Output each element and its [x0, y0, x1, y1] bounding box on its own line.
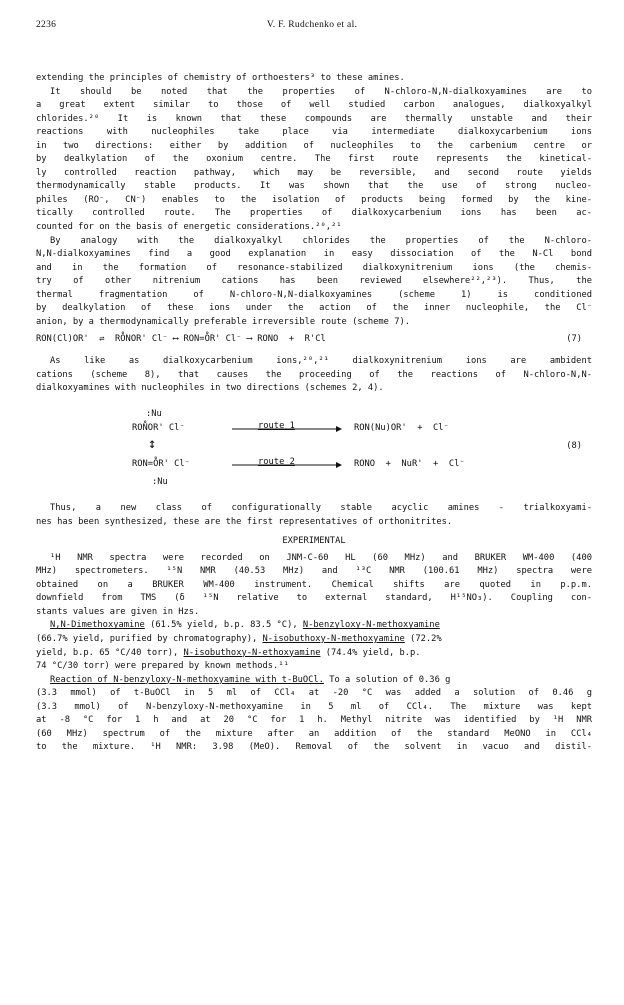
paragraph-reaction [36, 674, 592, 755]
text-line: downfield from TMS (δ ¹⁵N relative to external standard, H¹⁵NO₃). Coupling con- [36, 593, 592, 604]
page-number: 2236 [36, 20, 57, 30]
scheme-7-formula: RON(Cl)OR' ⇌ RO̊NOR' Cl⁻ ⟷ RON=O̊R' Cl⁻ ⟶ RONO + R'Cl [36, 334, 326, 345]
text-line: As like as dialkoxycarbenium ions,²⁰,²¹ dialkoxynitrenium ions are ambident [50, 356, 592, 367]
scheme-7-equation [36, 329, 592, 349]
text-line: by dealkylation of these ions under the action of the inner nucleophile, the Cl⁻ [36, 303, 592, 314]
compound-name: N-isobuthoxy-N-methoxyamine [262, 633, 405, 644]
reaction-title: Reaction of N-benzyloxy-N-methoxyamine with t-BuOCl. [50, 674, 324, 685]
text-line: cations (scheme 8), that causes the proceeding of the reactions of N-chloro-N,N- [36, 369, 592, 380]
text-line: anion, by a thermodynamically preferable irreversible route (scheme 7). [36, 316, 411, 327]
paragraph-ambident [36, 355, 592, 396]
scheme-8-label: (8) [566, 441, 582, 452]
text-line: ly controlled reaction pathway, which may be reversible, and second route yields [36, 167, 592, 178]
article-body [36, 72, 592, 755]
scheme-8 [36, 396, 592, 496]
text-line: nes has been synthesized, these are the first representatives of orthonitrites. [36, 516, 453, 527]
text-line: (3.3 mmol) of N-benzyloxy-N-methoxyamine in 5 ml of CCl₄. The mixture was kept [36, 701, 592, 712]
paragraph-continuation: extending the principles of chemistry of orthoesters³ to these amines. [36, 73, 405, 83]
text-fragment: To a solution of 0.36 g [323, 674, 451, 685]
text-line: at -8 °C for 1 h and at 20 °C for 1 h. Methyl nitrite was identified by ¹H NMR [36, 715, 592, 726]
text-line: obtained on a BRUKER WM-400 instrument. Chemical shifts are quoted in p.p.m. [36, 579, 592, 590]
text-line: dialkoxyamines with nucleophiles in two directions (schemes 2, 4). [36, 383, 384, 394]
route-1-arrow [232, 424, 342, 434]
resonance-arrow: ↕ [148, 436, 157, 453]
text-line: philes (RO⁻, CN⁻) enables to the isolation of products being formed by the kine- [36, 194, 592, 205]
text-line [36, 633, 592, 647]
text-line [36, 619, 592, 633]
text-line: Thus, a new class of configurationally stable acyclic amines - trialkoxyami- [50, 503, 592, 514]
text-line: thermodynamically stable products. It was shown that the use of strong nucleo- [36, 181, 592, 192]
scheme-8-row1-reactant: RON̊OR' Cl⁻ [132, 423, 185, 434]
text-line: reactions with nucleophiles take place via intermediate dialkoxycarbenium ions [36, 127, 592, 138]
scheme-8-row1-products: RON(Nu)OR' + Cl⁻ [354, 423, 449, 434]
nucleophile-attack-bottom: :Nu [152, 477, 168, 488]
text-line: MHz) spectrometers. ¹⁵N NMR (40.53 MHz) and ¹³C NMR (100.61 MHz) spectra were [36, 566, 592, 577]
text-line: a great extent similar to those of well studied carbon analogues, dialkoxyalkyl [36, 100, 592, 111]
paragraph-analogy [36, 235, 592, 330]
scheme-7-label: (7) [566, 334, 582, 345]
text-line: by dealkylation of the oxonium centre. The first route represents the kinetical- [36, 154, 592, 165]
text-line: 74 °C/30 torr) were prepared by known methods.¹¹ [36, 661, 289, 672]
text-line [36, 674, 592, 688]
text-line: ¹H NMR spectra were recorded on JNM-C-60 HL (60 MHz) and BRUKER WM-400 (400 [50, 552, 592, 563]
route-2-label: route 2 [258, 457, 295, 468]
scheme-8-row2-reactant: RON=O̊R' Cl⁻ [132, 459, 190, 470]
paragraph-conclusion [36, 502, 592, 529]
text-line: stants values are given in Hzs. [36, 606, 200, 617]
text-line: counted for on the basis of energetic considerations.²⁰,²¹ [36, 222, 342, 233]
text-line: and in the formation of resonance-stabilized dialkoxynitrenium ions (the chemis- [36, 262, 592, 273]
text-line: tically controlled route. The properties of dialkoxycarbenium ions has been ac- [36, 208, 592, 219]
compound-name: N-isobuthoxy-N-ethoxyamine [183, 647, 321, 658]
text-fragment: (72.2% [404, 633, 442, 644]
text-line: in two directions: either by addition of nucleophiles to the carbenium centre or [36, 140, 592, 151]
compound-name: N-benzyloxy-N-methoxyamine [302, 620, 440, 631]
text-line: N,N-dialkoxyamines find a good explanation in easy dissociation of the N-Cl bond [36, 249, 592, 260]
text-line [36, 647, 592, 661]
text-line: chlorides.²⁰ It is known that these compounds are thermally unstable and their [36, 113, 592, 124]
nucleophile-attack-top: :Nu [146, 409, 162, 420]
text-line: (3.3 mmol) of t-BuOCl in 5 ml of CCl₄ at -20 °C was added a solution of 0.46 g [36, 688, 592, 699]
text-fragment: (66.7% yield, purified by chromatography), [36, 633, 263, 644]
scheme-8-row2-products: RONO + NuR' + Cl⁻ [354, 459, 465, 470]
compound-name: N,N-Dimethoxyamine [50, 620, 145, 631]
text-line: try of other nitrenium cations has been reviewed elsewhere²²,²³). Thus, the [36, 276, 592, 287]
text-line: to the mixture. ¹H NMR: 3.98 (MeO). Removal of the solvent in vacuo and distil- [36, 742, 592, 753]
paragraph-nucleophiles [36, 86, 592, 235]
route-1-label: route 1 [258, 421, 295, 432]
text-line: By analogy with the dialkoxyalkyl chlorides the properties of the N-chloro- [50, 235, 592, 246]
running-header-authors: V. F. Rudchenko et al. [266, 20, 358, 30]
text-fragment: yield, b.p. 65 °C/40 torr), [36, 647, 184, 658]
section-heading-experimental: EXPERIMENTAL [282, 536, 346, 547]
text-line: (60 MHz) spectrum of the mixture after an addition of the standard MeONO in CCl₄ [36, 728, 592, 739]
paragraph-preparations [36, 619, 592, 673]
route-2-arrow [232, 460, 342, 470]
text-line: It should be noted that the properties of N-chloro-N,N-dialkoxyamines are to [50, 86, 592, 97]
text-line: thermal fragmentation of N-chloro-N,N-dialkoxyamines (scheme 1) is conditioned [36, 289, 592, 300]
text-fragment: (74.4% yield, b.p. [320, 647, 421, 658]
text-fragment: (61.5% yield, b.p. 83.5 °C), [144, 620, 303, 631]
paragraph-nmr-methods [36, 552, 592, 620]
